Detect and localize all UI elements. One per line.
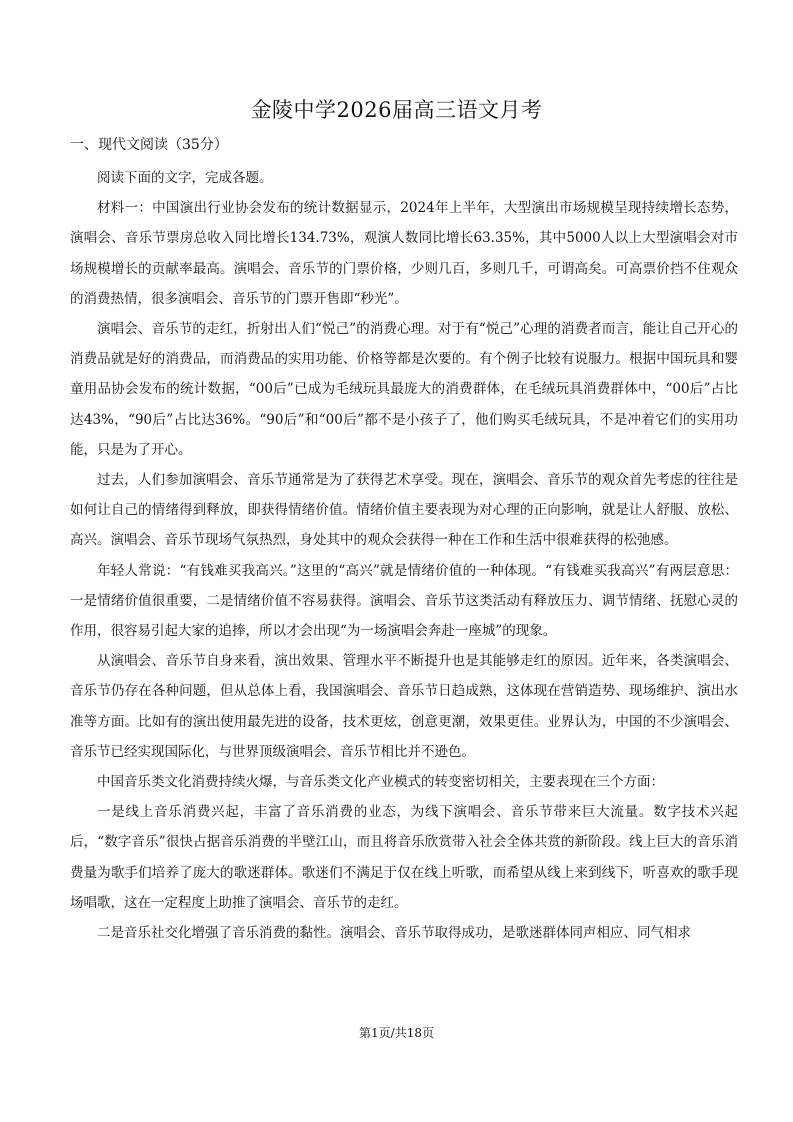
page-number-footer: 第1页/共18页	[359, 1026, 434, 1040]
paragraph: 中国音乐类文化消费持续火爆，与音乐类文化产业模式的转变密切相关，主要表现在三个方面：	[97, 774, 664, 791]
document-title: 金陵中学2026届高三语文月考	[250, 98, 543, 122]
paragraph: 材料一：中国演出行业协会发布的统计数据显示，2024年上半年，大型演出市场规模呈现持续增长态势，演唱会、音乐节票房总收入同比增长134.73%，观演人数同比增长63.35%，其中5000人以上大型演唱会对市场规模增长的贡献率最高。演唱会、音乐节的门票价格，少则几百，多则几千，可谓高矣。可高票价挡不住观众的消费热情，很多演唱会、音乐节的门票开售即“秒光”。	[70, 200, 738, 307]
paragraph: 一是线上音乐消费兴起，丰富了音乐消费的业态，为线下演唱会、音乐节带来巨大流量。数字技术兴起后，“数字音乐”很快占据音乐消费的半壁江山，而且将音乐欣赏带入社会全体共赏的新阶段。线上巨大的音乐消费量为歌手们培养了庞大的歌迷群体。歌迷们不满足于仅在线上听歌，而希望从线上来到线下，听喜欢的歌手现场唱歌，这在一定程度上助推了演唱会、音乐节的走红。	[70, 804, 738, 911]
section-heading: 一、现代文阅读（35分）	[70, 137, 228, 153]
paragraph: 过去，人们参加演唱会、音乐节通常是为了获得艺术享受。现在，演唱会、音乐节的观众首先考虑的往往是如何让自己的情绪得到释放，即获得情绪价值。情绪价值主要表现为对心理的正向影响，就是让人舒服、放松、高兴。演唱会、音乐节现场气氛热烈，身处其中的观众会获得一种在工作和生活中很难获得的松弛感。	[70, 472, 738, 549]
paragraph: 年轻人常说：“有钱难买我高兴。”这里的“高兴”就是情绪价值的一种体现。“有钱难买我高兴”有两层意思：一是情绪价值很重要，二是情绪价值不容易获得。演唱会、音乐节这类活动有释放压力、调节情绪、抚慰心灵的作用，很容易引起大家的追捧，所以才会出现“为一场演唱会奔赴一座城”的现象。	[70, 562, 738, 640]
paragraph: 二是音乐社交化增强了音乐消费的黏性。演唱会、音乐节取得成功，是歌迷群体同声相应、同气相求	[97, 925, 691, 942]
paragraph-instruction: 阅读下面的文字，完成各题。	[97, 170, 273, 186]
paragraph: 从演唱会、音乐节自身来看，演出效果、管理水平不断提升也是其能够走红的原因。近年来，各类演唱会、音乐节仍存在各种问题，但从总体上看，我国演唱会、音乐节日趋成熟，这体现在营销造势、现场维护、演出水准等方面。比如有的演出使用最先进的设备，技术更炫，创意更潮，效果更佳。业界认为，中国的不少演唱会、音乐节已经实现国际化，与世界顶级演唱会、音乐节相比并不逊色。	[70, 653, 738, 760]
paragraph: 演唱会、音乐节的走红，折射出人们“悦己”的消费心理。对于有“悦己”心理的消费者而言，能让自己开心的消费品就是好的消费品，而消费品的实用功能、价格等都是次要的。有个例子比较有说服力。根据中国玩具和婴童用品协会发布的统计数据，“00后”已成为毛绒玩具最庞大的消费群体，在毛绒玩具消费群体中，“00后”占比达43%，“90后”占比达36%。“90后”和“00后”都不是小孩子了，他们购买毛绒玩具，不是冲着它们的实用功能，只是为了开心。	[70, 321, 738, 458]
body-text	[70, 163, 738, 948]
